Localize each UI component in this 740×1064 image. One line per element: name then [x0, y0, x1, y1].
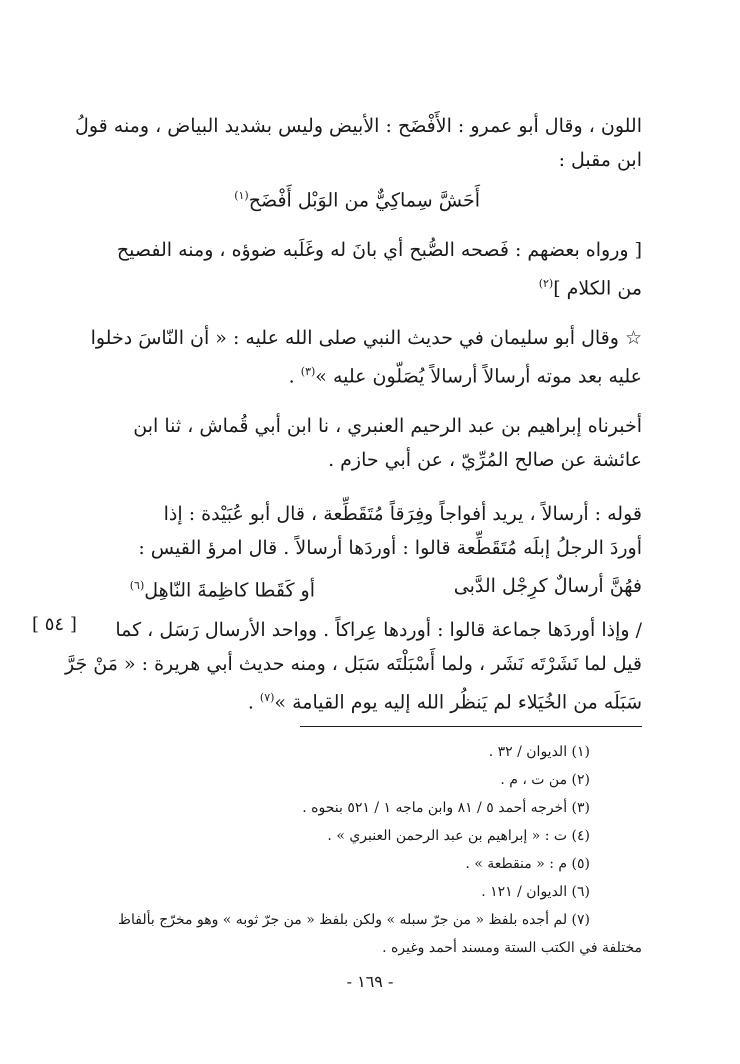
text-line-11: أوردَ الرجلُ إبلَه مُتَقَطِّعة قالوا : أوردَها أرسالاً . قال امرؤ القيس : — [138, 537, 642, 559]
verse-text: أَحَشَّ سِماكِيٌّ من الوَبْل أَفْضَح — [248, 189, 480, 212]
text-line-12: / وإذا أوردَها جماعة قالوا : أوردها عِراكاً . وواحد الأرسال رَسَل ، كما — [115, 619, 642, 641]
footnote-separator — [300, 726, 642, 727]
text-line-6: ☆ وقال أبو سليمان في حديث النبي صلى الله عليه : « أن النّاسَ دخلوا — [90, 327, 642, 349]
text-line-13: قيل لما نَشَرْتَه نَشَر ، ولما أَسْبَلْتَه سَبَل ، ومنه حديث أبي هريرة : « مَنْ جَرَّ — [65, 653, 642, 675]
footnote-7: (٧) لم أجده بلفظ « من جرّ سبله » ولكن بلفظ « من جرّ ثوبه » وهو مخرّج بألفاظ — [118, 912, 590, 928]
text-line-10: قوله : أرسالاً ، يريد أفواجاً وفِرَقاً مُتَقَطِّعة ، قال أبو عُبَيْدة : إذا — [163, 503, 642, 525]
text-line-8: أخبرناه إبراهيم بن عبد الرحيم العنبري ، نا ابن أبي قُماش ، ثنا ابن — [133, 415, 642, 437]
text-span: من الكلام ] — [553, 277, 642, 300]
page-number: - ١٦٩ - — [346, 972, 394, 991]
footnote-ref-2: (٢) — [538, 277, 554, 290]
text-line-14: سَبَلَه من الخُيَلاء لم يَنظُر الله إليه يوم القيامة »$^{(٧)}$ . — [247, 691, 642, 714]
footnote-3: (٣) أخرجه أحمد ٥ / ٨١ وابن ماجه ١ / ٥٢١ بنحوه . — [302, 800, 590, 816]
footnote-4: (٤) ت : « إبراهيم بن عبد الرحمن العنبري » . — [327, 828, 590, 844]
footnote-2: (٢) من ت ، م . — [500, 772, 590, 788]
footnote-6: (٦) الديوان / ١٢١ . — [481, 884, 590, 900]
footnote-ref-3: (٣) — [300, 365, 316, 378]
footnote-ref-6: (٦) — [129, 579, 145, 592]
text-span: سَبَلَه من الخُيَلاء لم يَنظُر الله إليه يوم القيامة » — [274, 691, 642, 714]
margin-page-marker: [ ٥٤ ] — [32, 614, 77, 635]
footnote-ref-1: (١) — [234, 189, 249, 202]
text-line-7: عليه بعد موته أرسالاً أرسالاً يُصَلّون عليه »$^{(٣)}$ . — [288, 365, 642, 388]
footnote-5: (٥) م : « منقطعة » . — [465, 856, 590, 872]
verse-right-hemistich: فهُنَّ أرسالٌ كرِجْل الدَّبى — [453, 575, 642, 597]
footnote-ref-7: (٧) — [259, 691, 275, 704]
text-line-2: ابن مقبل : — [558, 149, 642, 171]
text-line-9: عائشة عن صالح المُرِّيّ ، عن أبي حازم . — [328, 449, 642, 471]
text-line-1: اللون ، وقال أبو عمرو : الأَفْضَح : الأبيض وليس بشديد البياض ، ومنه قولُ — [75, 115, 642, 137]
text-line-4: [ ورواه بعضهم : فَصحه الصُّبح أي بانَ له وغَلَبه ضوؤه ، ومنه الفصيح — [116, 239, 642, 261]
text-line-5 — [539, 270, 642, 302]
text-span: عليه بعد موته أرسالاً أرسالاً يُصَلّون عليه » — [315, 365, 642, 388]
footnote-1: (١) الديوان / ٣٢ . — [488, 744, 590, 760]
verse-text: أو كَقَطا كاظِمةَ النّاهِل — [144, 579, 315, 602]
footnote-7-continued: مختلفة في الكتب الستة ومسند أحمد وغيره . — [382, 940, 642, 956]
verse-left-hemistich — [130, 572, 315, 604]
verse-half-line — [234, 182, 480, 214]
